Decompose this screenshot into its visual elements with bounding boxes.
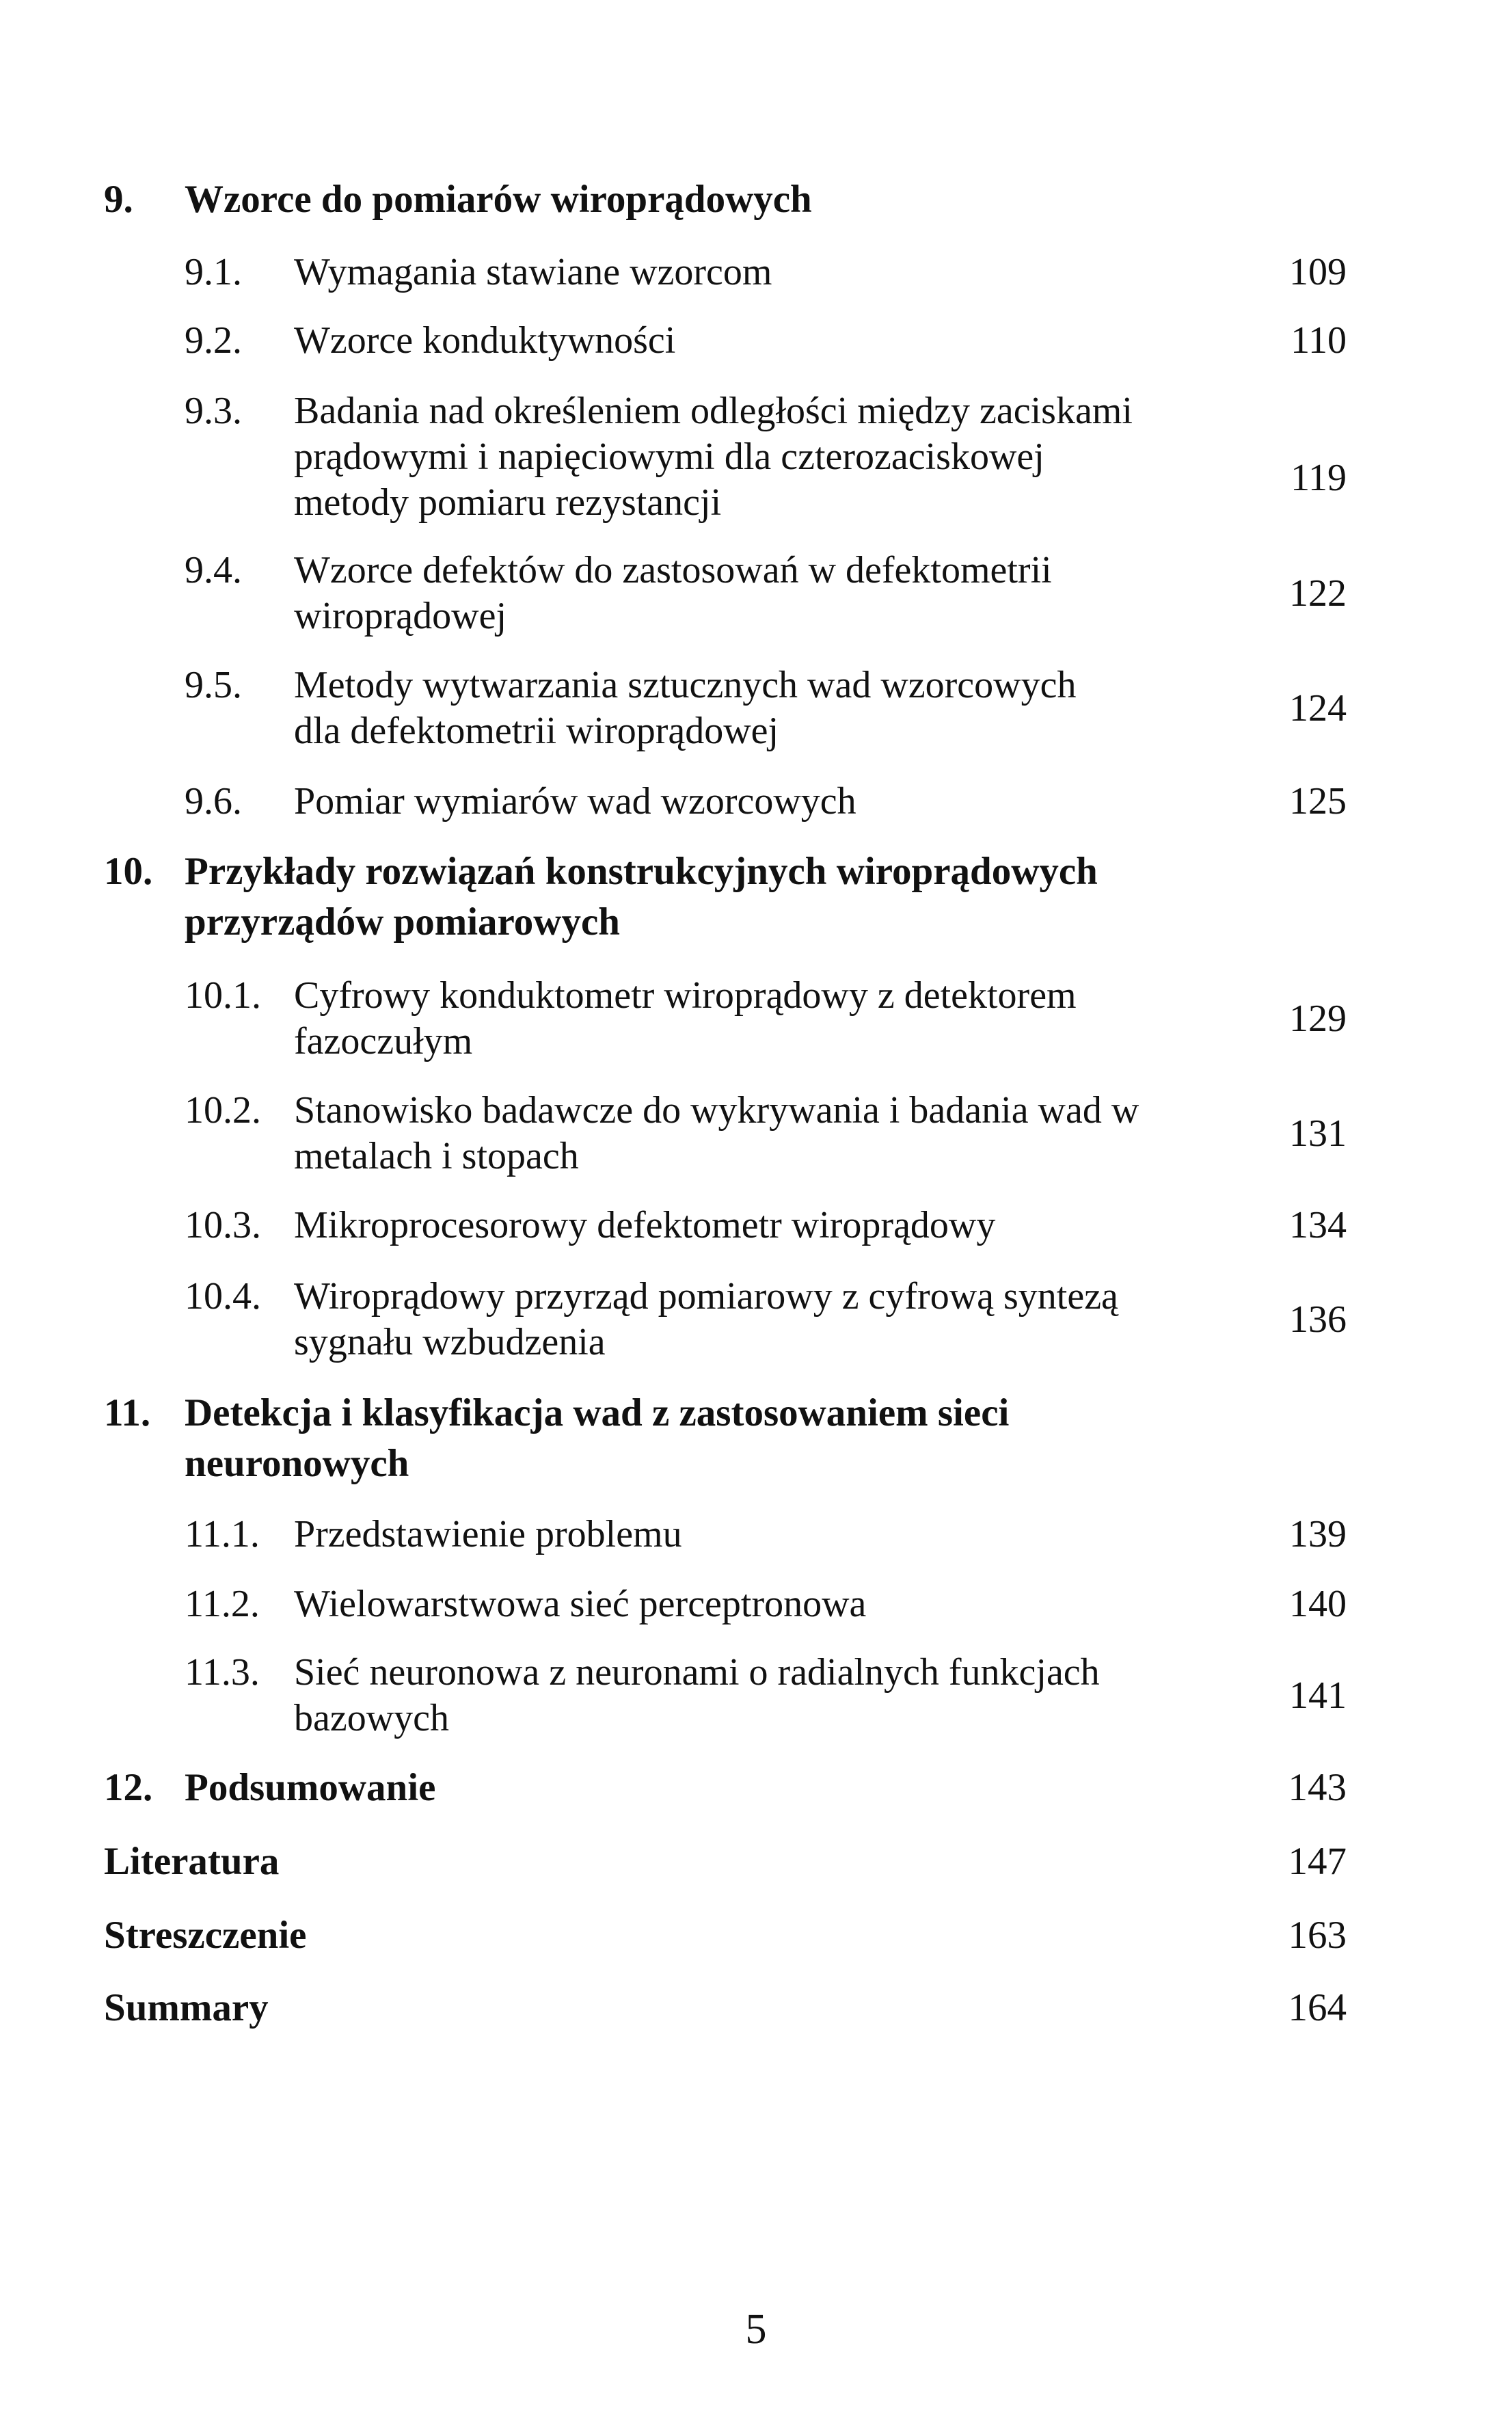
section-9-6-number: 9.6.	[185, 780, 242, 823]
page-number: 5	[745, 2306, 767, 2353]
literatura-title: Literatura	[104, 1840, 280, 1883]
streszczenie-page: 163	[1288, 1914, 1347, 1957]
section-10-2-page: 131	[1289, 1112, 1347, 1155]
section-11-1-number: 11.1.	[185, 1513, 260, 1555]
section-10-4-page: 136	[1289, 1298, 1347, 1341]
section-9-1-number: 9.1.	[185, 251, 242, 293]
chapter-9-title: Wzorce do pomiarów wiroprądowych	[185, 178, 812, 221]
section-10-1-title-line-2: fazoczułym	[294, 1020, 473, 1062]
section-10-4-title-line-2: sygnału wzbudzenia	[294, 1321, 606, 1363]
section-9-2-number: 9.2.	[185, 319, 242, 362]
section-10-2-number: 10.2.	[185, 1089, 261, 1132]
section-11-3-title-line-1: Sieć neuronowa z neuronami o radialnych funkcjach	[294, 1651, 1100, 1694]
section-10-1-title-line-1: Cyfrowy konduktometr wiroprądowy z detektorem	[294, 974, 1077, 1017]
section-9-6-title: Pomiar wymiarów wad wzorcowych	[294, 780, 856, 823]
section-10-4-number: 10.4.	[185, 1275, 261, 1318]
section-9-3-number: 9.3.	[185, 390, 242, 432]
section-9-1-page: 109	[1289, 251, 1347, 293]
section-10-3-number: 10.3.	[185, 1204, 261, 1246]
section-9-2-page: 110	[1291, 319, 1347, 362]
literatura-page: 147	[1288, 1840, 1347, 1883]
section-9-1-title: Wymagania stawiane wzorcom	[294, 251, 772, 293]
chapter-10-title-line-1: Przykłady rozwiązań konstrukcyjnych wiroprądowych	[185, 850, 1098, 893]
chapter-12-title: Podsumowanie	[185, 1766, 436, 1809]
section-10-2-title-line-1: Stanowisko badawcze do wykrywania i badania wad w	[294, 1089, 1139, 1132]
section-10-4-title-line-1: Wiroprądowy przyrząd pomiarowy z cyfrową syntezą	[294, 1275, 1118, 1318]
section-11-2-number: 11.2.	[185, 1583, 260, 1625]
section-11-3-title-line-2: bazowych	[294, 1697, 450, 1739]
section-11-3-page: 141	[1289, 1674, 1347, 1717]
section-11-3-number: 11.3.	[185, 1651, 260, 1694]
section-9-4-number: 9.4.	[185, 549, 242, 591]
section-9-4-page: 122	[1289, 572, 1347, 615]
section-9-5-number: 9.5.	[185, 664, 242, 706]
section-9-4-title-line-1: Wzorce defektów do zastosowań w defektometrii	[294, 549, 1052, 591]
chapter-11-title-line-2: neuronowych	[185, 1442, 409, 1485]
streszczenie-title: Streszczenie	[104, 1914, 307, 1957]
section-11-2-page: 140	[1289, 1583, 1347, 1625]
section-10-3-title: Mikroprocesorowy defektometr wiroprądowy	[294, 1204, 996, 1246]
summary-page: 164	[1288, 1986, 1347, 2029]
section-9-5-title-line-2: dla defektometrii wiroprądowej	[294, 710, 779, 752]
chapter-10-title-line-2: przyrządów pomiarowych	[185, 900, 620, 944]
section-10-3-page: 134	[1289, 1204, 1347, 1246]
section-9-5-page: 124	[1289, 687, 1347, 730]
chapter-12-page: 143	[1288, 1766, 1347, 1809]
chapter-9-number: 9.	[104, 178, 133, 221]
section-9-3-page: 119	[1291, 457, 1347, 499]
chapter-12-number: 12.	[104, 1766, 153, 1809]
section-11-1-page: 139	[1289, 1513, 1347, 1555]
section-10-2-title-line-2: metalach i stopach	[294, 1135, 579, 1177]
section-9-3-title-line-1: Badania nad określeniem odległości między zaciskami	[294, 390, 1133, 432]
section-9-2-title: Wzorce konduktywności	[294, 319, 676, 362]
section-10-1-page: 129	[1289, 998, 1347, 1040]
chapter-11-title-line-1: Detekcja i klasyfikacja wad z zastosowaniem sieci	[185, 1391, 1010, 1434]
section-11-2-title: Wielowarstwowa sieć perceptronowa	[294, 1583, 867, 1625]
section-10-1-number: 10.1.	[185, 974, 261, 1017]
section-11-1-title: Przedstawienie problemu	[294, 1513, 682, 1555]
section-9-4-title-line-2: wiroprądowej	[294, 595, 507, 637]
chapter-11-number: 11.	[104, 1391, 151, 1434]
section-9-3-title-line-3: metody pomiaru rezystancji	[294, 481, 722, 524]
section-9-5-title-line-1: Metody wytwarzania sztucznych wad wzorcowych	[294, 664, 1077, 706]
section-9-3-title-line-2: prądowymi i napięciowymi dla czterozaciskowej	[294, 436, 1044, 478]
summary-title: Summary	[104, 1986, 269, 2029]
chapter-10-number: 10.	[104, 850, 153, 893]
section-9-6-page: 125	[1289, 780, 1347, 823]
